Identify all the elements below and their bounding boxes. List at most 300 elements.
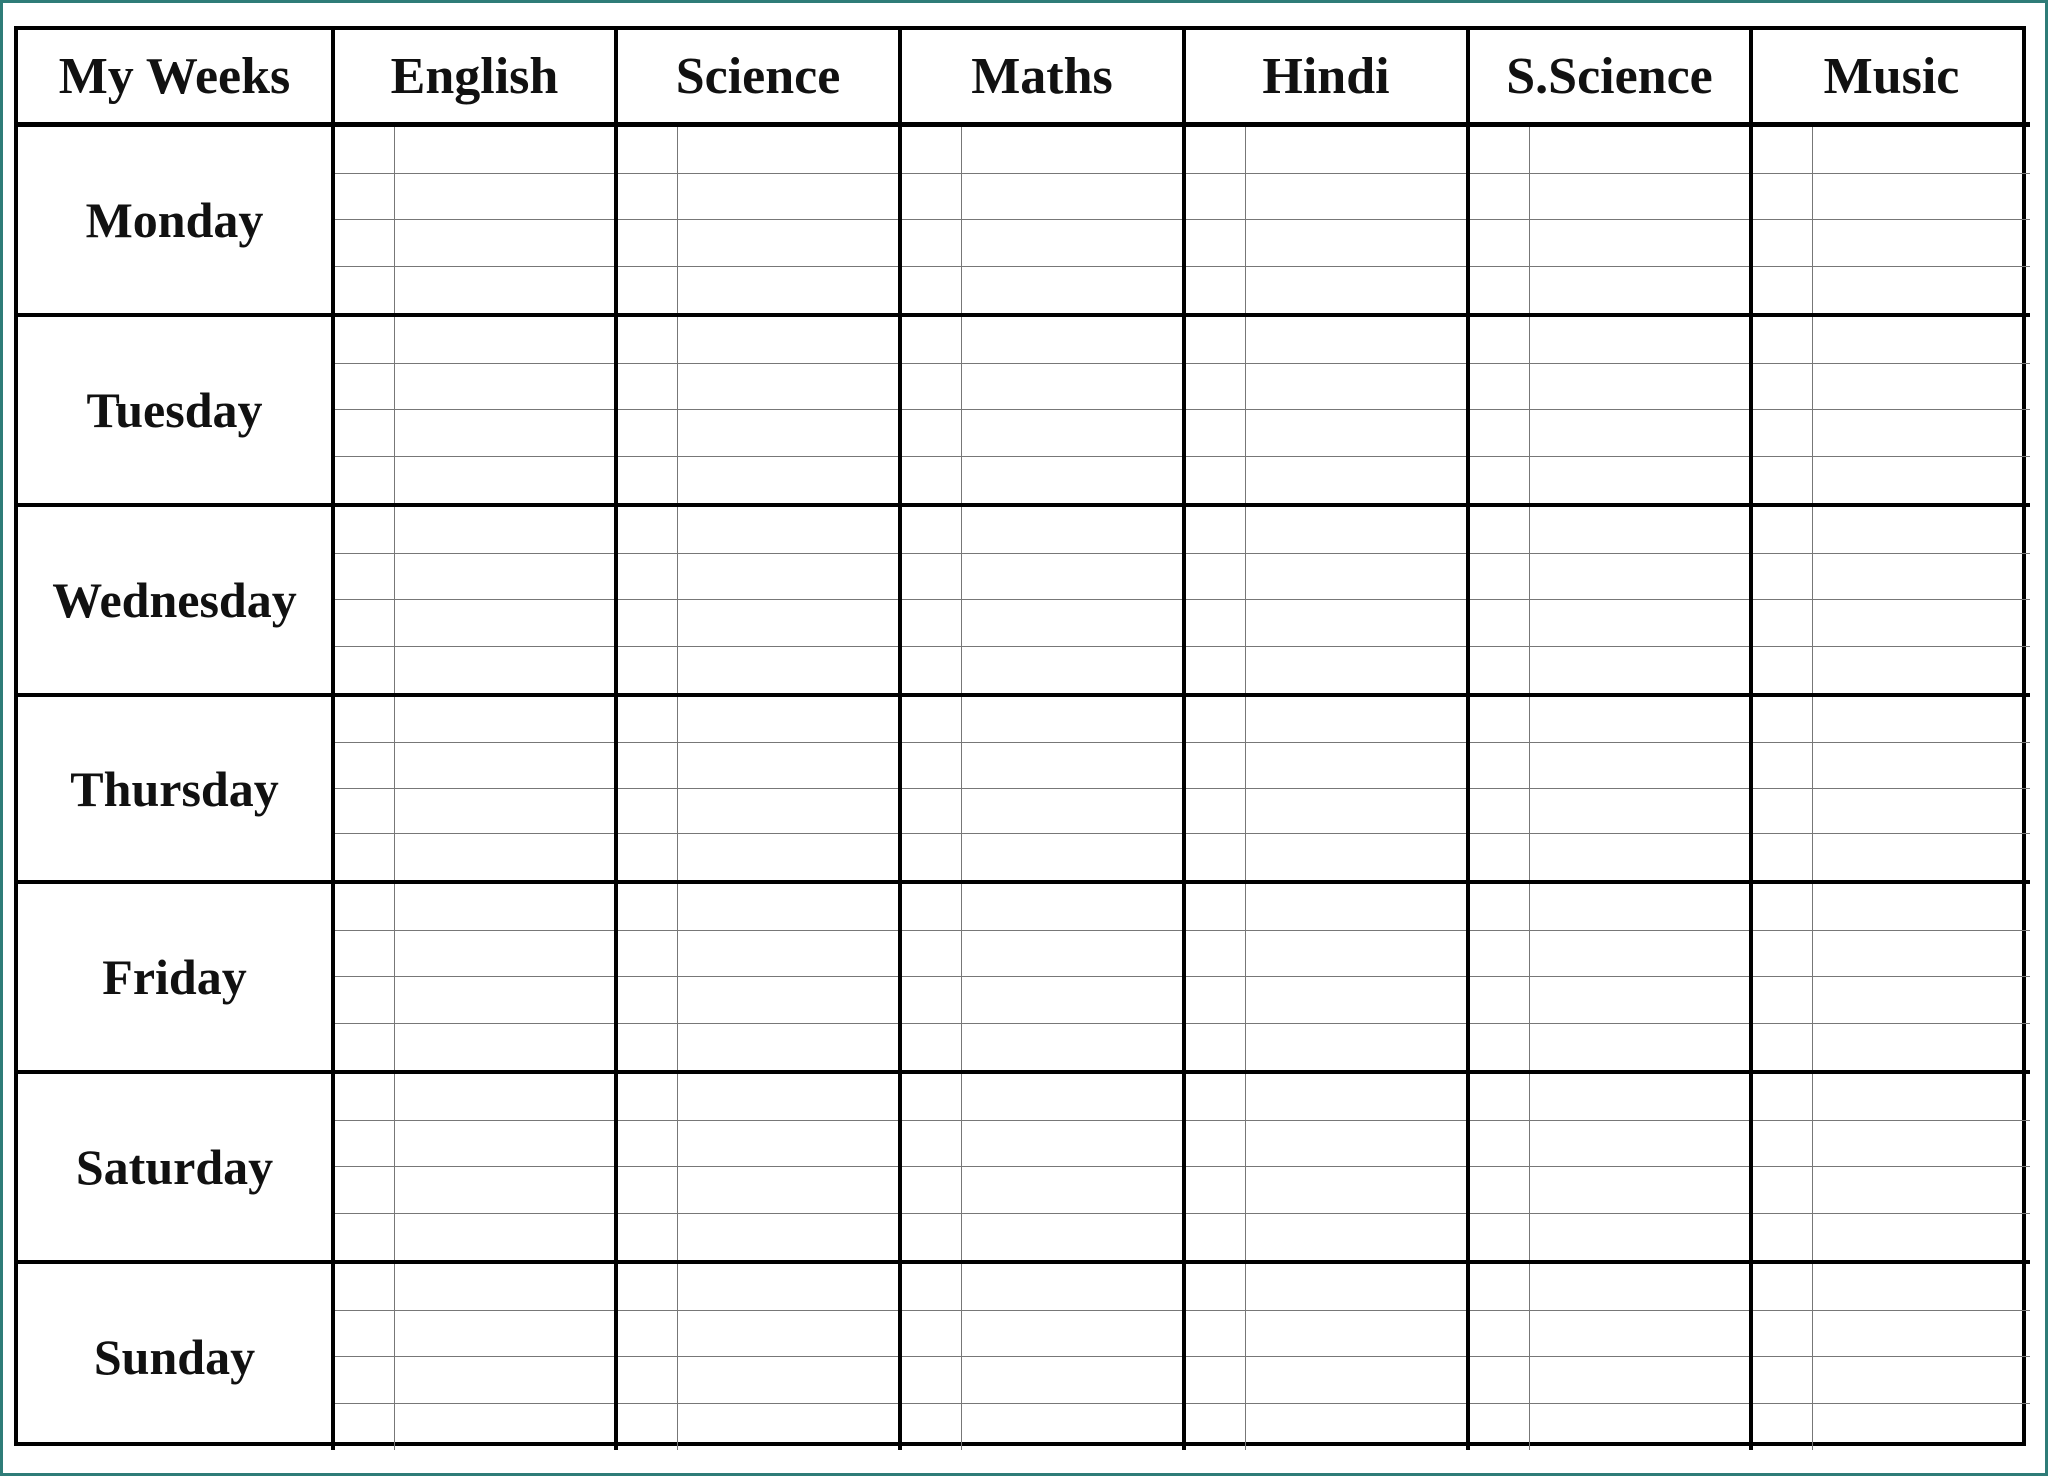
slot-mark-box[interactable] <box>618 647 678 694</box>
slot-mark-box[interactable] <box>1753 1214 1813 1261</box>
slot-cell-tuesday-hindi[interactable] <box>1186 317 1470 507</box>
slot-entry-line[interactable] <box>1813 507 2030 554</box>
slot-mark-box[interactable] <box>335 127 395 174</box>
slot-entry-line[interactable] <box>395 1311 614 1358</box>
slot-mark-box[interactable] <box>1753 1074 1813 1121</box>
slot-mark-box[interactable] <box>1470 317 1530 364</box>
slot-mark-box[interactable] <box>618 410 678 457</box>
slot-mark-box[interactable] <box>1470 364 1530 411</box>
slot-mark-box[interactable] <box>618 1264 678 1311</box>
slot-mark-box[interactable] <box>1470 1167 1530 1214</box>
slot-entry-line[interactable] <box>1246 1357 1466 1404</box>
slot-mark-box[interactable] <box>902 600 962 647</box>
slot-entry-line[interactable] <box>1530 1357 1749 1404</box>
slot-entry-line[interactable] <box>1530 931 1749 978</box>
slot-entry-line[interactable] <box>1530 267 1749 314</box>
slot-entry-line[interactable] <box>395 1404 614 1451</box>
slot-mark-box[interactable] <box>618 457 678 504</box>
slot-entry-line[interactable] <box>1813 267 2030 314</box>
slot-entry-line[interactable] <box>1813 410 2030 457</box>
slot-mark-box[interactable] <box>1753 743 1813 789</box>
slot-mark-box[interactable] <box>618 1214 678 1261</box>
slot-mark-box[interactable] <box>902 647 962 694</box>
slot-entry-line[interactable] <box>1813 1214 2030 1261</box>
slot-entry-line[interactable] <box>1530 1167 1749 1214</box>
slot-mark-box[interactable] <box>618 884 678 931</box>
slot-mark-box[interactable] <box>335 834 395 880</box>
slot-entry-line[interactable] <box>1530 1214 1749 1261</box>
slot-entry-line[interactable] <box>678 317 898 364</box>
slot-mark-box[interactable] <box>1753 697 1813 743</box>
slot-entry-line[interactable] <box>678 174 898 221</box>
slot-entry-line[interactable] <box>1246 977 1466 1024</box>
slot-entry-line[interactable] <box>1813 647 2030 694</box>
slot-entry-line[interactable] <box>1530 743 1749 789</box>
slot-mark-box[interactable] <box>335 317 395 364</box>
slot-entry-line[interactable] <box>1530 977 1749 1024</box>
slot-mark-box[interactable] <box>1186 1404 1246 1451</box>
slot-entry-line[interactable] <box>395 884 614 931</box>
slot-entry-line[interactable] <box>962 834 1182 880</box>
slot-entry-line[interactable] <box>1530 364 1749 411</box>
slot-mark-box[interactable] <box>1470 410 1530 457</box>
slot-mark-box[interactable] <box>1753 1404 1813 1451</box>
slot-mark-box[interactable] <box>335 507 395 554</box>
slot-cell-monday-science[interactable] <box>618 127 902 317</box>
slot-cell-wednesday-music[interactable] <box>1753 507 2030 697</box>
slot-mark-box[interactable] <box>1470 1214 1530 1261</box>
slot-mark-box[interactable] <box>1470 554 1530 601</box>
slot-entry-line[interactable] <box>395 507 614 554</box>
slot-mark-box[interactable] <box>1470 789 1530 835</box>
slot-mark-box[interactable] <box>902 1357 962 1404</box>
slot-entry-line[interactable] <box>678 647 898 694</box>
slot-entry-line[interactable] <box>395 267 614 314</box>
slot-entry-line[interactable] <box>1530 697 1749 743</box>
slot-cell-thursday-hindi[interactable] <box>1186 697 1470 884</box>
slot-mark-box[interactable] <box>335 1074 395 1121</box>
slot-entry-line[interactable] <box>1246 600 1466 647</box>
slot-entry-line[interactable] <box>395 457 614 504</box>
slot-entry-line[interactable] <box>1530 317 1749 364</box>
slot-mark-box[interactable] <box>618 1121 678 1168</box>
slot-entry-line[interactable] <box>962 457 1182 504</box>
slot-entry-line[interactable] <box>395 364 614 411</box>
slot-mark-box[interactable] <box>1470 743 1530 789</box>
slot-mark-box[interactable] <box>335 977 395 1024</box>
slot-entry-line[interactable] <box>395 1214 614 1261</box>
slot-mark-box[interactable] <box>902 884 962 931</box>
slot-mark-box[interactable] <box>335 1404 395 1451</box>
slot-mark-box[interactable] <box>902 697 962 743</box>
slot-entry-line[interactable] <box>1813 127 2030 174</box>
slot-entry-line[interactable] <box>395 317 614 364</box>
slot-mark-box[interactable] <box>1186 834 1246 880</box>
slot-entry-line[interactable] <box>962 1167 1182 1214</box>
slot-entry-line[interactable] <box>1813 1311 2030 1358</box>
slot-entry-line[interactable] <box>1246 789 1466 835</box>
slot-mark-box[interactable] <box>335 1214 395 1261</box>
slot-entry-line[interactable] <box>678 1404 898 1451</box>
slot-entry-line[interactable] <box>1246 1024 1466 1071</box>
slot-mark-box[interactable] <box>1753 220 1813 267</box>
slot-entry-line[interactable] <box>678 1357 898 1404</box>
slot-cell-friday-hindi[interactable] <box>1186 884 1470 1074</box>
slot-entry-line[interactable] <box>678 1311 898 1358</box>
slot-mark-box[interactable] <box>335 554 395 601</box>
slot-mark-box[interactable] <box>902 317 962 364</box>
slot-entry-line[interactable] <box>1813 174 2030 221</box>
slot-cell-saturday-english[interactable] <box>335 1074 618 1264</box>
slot-entry-line[interactable] <box>1813 1121 2030 1168</box>
slot-mark-box[interactable] <box>902 1311 962 1358</box>
slot-mark-box[interactable] <box>902 457 962 504</box>
slot-mark-box[interactable] <box>618 1024 678 1071</box>
slot-entry-line[interactable] <box>1530 457 1749 504</box>
slot-entry-line[interactable] <box>962 410 1182 457</box>
slot-mark-box[interactable] <box>618 697 678 743</box>
slot-mark-box[interactable] <box>902 1404 962 1451</box>
slot-entry-line[interactable] <box>1813 834 2030 880</box>
slot-entry-line[interactable] <box>1813 1264 2030 1311</box>
slot-entry-line[interactable] <box>962 1357 1182 1404</box>
slot-mark-box[interactable] <box>1186 600 1246 647</box>
slot-mark-box[interactable] <box>1470 1357 1530 1404</box>
slot-entry-line[interactable] <box>962 364 1182 411</box>
slot-entry-line[interactable] <box>1246 743 1466 789</box>
slot-entry-line[interactable] <box>678 697 898 743</box>
slot-mark-box[interactable] <box>618 1404 678 1451</box>
slot-entry-line[interactable] <box>395 789 614 835</box>
slot-entry-line[interactable] <box>395 174 614 221</box>
slot-mark-box[interactable] <box>902 1264 962 1311</box>
slot-mark-box[interactable] <box>1186 220 1246 267</box>
slot-entry-line[interactable] <box>1813 789 2030 835</box>
slot-mark-box[interactable] <box>1186 1357 1246 1404</box>
slot-cell-thursday-english[interactable] <box>335 697 618 884</box>
slot-entry-line[interactable] <box>1246 364 1466 411</box>
slot-mark-box[interactable] <box>335 600 395 647</box>
slot-mark-box[interactable] <box>335 931 395 978</box>
slot-mark-box[interactable] <box>1753 977 1813 1024</box>
slot-entry-line[interactable] <box>962 884 1182 931</box>
slot-entry-line[interactable] <box>1813 1404 2030 1451</box>
slot-entry-line[interactable] <box>1530 554 1749 601</box>
slot-cell-wednesday-hindi[interactable] <box>1186 507 1470 697</box>
slot-mark-box[interactable] <box>618 789 678 835</box>
slot-mark-box[interactable] <box>1753 834 1813 880</box>
slot-mark-box[interactable] <box>1186 1074 1246 1121</box>
slot-mark-box[interactable] <box>1186 647 1246 694</box>
slot-cell-wednesday-science[interactable] <box>618 507 902 697</box>
slot-entry-line[interactable] <box>962 317 1182 364</box>
slot-entry-line[interactable] <box>962 977 1182 1024</box>
slot-mark-box[interactable] <box>335 697 395 743</box>
slot-mark-box[interactable] <box>335 457 395 504</box>
slot-mark-box[interactable] <box>335 884 395 931</box>
slot-mark-box[interactable] <box>1753 174 1813 221</box>
slot-cell-sunday-s-science[interactable] <box>1470 1264 1753 1450</box>
slot-cell-saturday-science[interactable] <box>618 1074 902 1264</box>
slot-mark-box[interactable] <box>1186 743 1246 789</box>
slot-mark-box[interactable] <box>1753 1311 1813 1358</box>
slot-mark-box[interactable] <box>1186 127 1246 174</box>
slot-entry-line[interactable] <box>1246 834 1466 880</box>
slot-entry-line[interactable] <box>678 364 898 411</box>
slot-entry-line[interactable] <box>678 1167 898 1214</box>
slot-mark-box[interactable] <box>618 174 678 221</box>
slot-entry-line[interactable] <box>1530 1121 1749 1168</box>
slot-entry-line[interactable] <box>395 931 614 978</box>
slot-mark-box[interactable] <box>1753 554 1813 601</box>
slot-mark-box[interactable] <box>902 1167 962 1214</box>
slot-entry-line[interactable] <box>962 697 1182 743</box>
slot-mark-box[interactable] <box>1470 1311 1530 1358</box>
slot-entry-line[interactable] <box>1813 600 2030 647</box>
slot-entry-line[interactable] <box>678 743 898 789</box>
slot-mark-box[interactable] <box>1470 457 1530 504</box>
slot-cell-tuesday-science[interactable] <box>618 317 902 507</box>
slot-entry-line[interactable] <box>1813 554 2030 601</box>
slot-mark-box[interactable] <box>902 554 962 601</box>
slot-mark-box[interactable] <box>1753 600 1813 647</box>
slot-mark-box[interactable] <box>1186 977 1246 1024</box>
slot-mark-box[interactable] <box>1186 789 1246 835</box>
slot-entry-line[interactable] <box>1246 1121 1466 1168</box>
slot-entry-line[interactable] <box>1246 267 1466 314</box>
slot-entry-line[interactable] <box>1246 554 1466 601</box>
slot-mark-box[interactable] <box>1186 410 1246 457</box>
slot-mark-box[interactable] <box>1753 364 1813 411</box>
slot-mark-box[interactable] <box>902 1214 962 1261</box>
slot-entry-line[interactable] <box>1813 457 2030 504</box>
slot-entry-line[interactable] <box>1530 1074 1749 1121</box>
slot-mark-box[interactable] <box>618 317 678 364</box>
slot-mark-box[interactable] <box>902 977 962 1024</box>
slot-cell-sunday-science[interactable] <box>618 1264 902 1450</box>
slot-entry-line[interactable] <box>678 1024 898 1071</box>
slot-entry-line[interactable] <box>962 220 1182 267</box>
slot-mark-box[interactable] <box>618 554 678 601</box>
slot-cell-friday-music[interactable] <box>1753 884 2030 1074</box>
slot-cell-monday-s-science[interactable] <box>1470 127 1753 317</box>
slot-entry-line[interactable] <box>395 834 614 880</box>
slot-mark-box[interactable] <box>1753 410 1813 457</box>
slot-cell-tuesday-music[interactable] <box>1753 317 2030 507</box>
slot-entry-line[interactable] <box>678 457 898 504</box>
slot-entry-line[interactable] <box>395 1264 614 1311</box>
slot-mark-box[interactable] <box>902 364 962 411</box>
slot-entry-line[interactable] <box>1530 647 1749 694</box>
slot-entry-line[interactable] <box>1813 317 2030 364</box>
slot-mark-box[interactable] <box>1470 647 1530 694</box>
slot-entry-line[interactable] <box>395 1167 614 1214</box>
slot-entry-line[interactable] <box>1813 931 2030 978</box>
slot-mark-box[interactable] <box>1186 697 1246 743</box>
slot-mark-box[interactable] <box>1753 1357 1813 1404</box>
slot-mark-box[interactable] <box>335 1167 395 1214</box>
slot-entry-line[interactable] <box>678 220 898 267</box>
slot-mark-box[interactable] <box>618 743 678 789</box>
slot-mark-box[interactable] <box>335 410 395 457</box>
slot-entry-line[interactable] <box>1246 1214 1466 1261</box>
slot-mark-box[interactable] <box>1470 1074 1530 1121</box>
slot-mark-box[interactable] <box>618 977 678 1024</box>
slot-mark-box[interactable] <box>902 410 962 457</box>
slot-mark-box[interactable] <box>1470 931 1530 978</box>
slot-mark-box[interactable] <box>618 1357 678 1404</box>
slot-entry-line[interactable] <box>1530 174 1749 221</box>
slot-entry-line[interactable] <box>395 1121 614 1168</box>
slot-mark-box[interactable] <box>618 1167 678 1214</box>
slot-mark-box[interactable] <box>1470 127 1530 174</box>
slot-entry-line[interactable] <box>962 1404 1182 1451</box>
slot-mark-box[interactable] <box>618 220 678 267</box>
slot-entry-line[interactable] <box>1246 884 1466 931</box>
slot-mark-box[interactable] <box>335 743 395 789</box>
slot-mark-box[interactable] <box>618 1311 678 1358</box>
slot-entry-line[interactable] <box>395 977 614 1024</box>
slot-mark-box[interactable] <box>902 267 962 314</box>
slot-entry-line[interactable] <box>962 507 1182 554</box>
slot-cell-wednesday-maths[interactable] <box>902 507 1186 697</box>
slot-entry-line[interactable] <box>962 1311 1182 1358</box>
slot-entry-line[interactable] <box>1530 884 1749 931</box>
slot-entry-line[interactable] <box>1246 697 1466 743</box>
slot-entry-line[interactable] <box>962 931 1182 978</box>
slot-mark-box[interactable] <box>618 1074 678 1121</box>
slot-entry-line[interactable] <box>1813 1357 2030 1404</box>
slot-mark-box[interactable] <box>335 267 395 314</box>
slot-mark-box[interactable] <box>335 220 395 267</box>
slot-entry-line[interactable] <box>1530 1404 1749 1451</box>
slot-mark-box[interactable] <box>1470 834 1530 880</box>
slot-cell-saturday-maths[interactable] <box>902 1074 1186 1264</box>
slot-mark-box[interactable] <box>1753 457 1813 504</box>
slot-entry-line[interactable] <box>1813 1074 2030 1121</box>
slot-cell-saturday-hindi[interactable] <box>1186 1074 1470 1264</box>
slot-mark-box[interactable] <box>1753 884 1813 931</box>
slot-cell-sunday-hindi[interactable] <box>1186 1264 1470 1450</box>
slot-entry-line[interactable] <box>962 1214 1182 1261</box>
slot-entry-line[interactable] <box>678 834 898 880</box>
slot-mark-box[interactable] <box>1470 1404 1530 1451</box>
slot-mark-box[interactable] <box>1186 1024 1246 1071</box>
slot-entry-line[interactable] <box>962 267 1182 314</box>
slot-entry-line[interactable] <box>962 1121 1182 1168</box>
slot-mark-box[interactable] <box>335 1311 395 1358</box>
slot-mark-box[interactable] <box>335 1121 395 1168</box>
slot-mark-box[interactable] <box>902 220 962 267</box>
slot-entry-line[interactable] <box>678 977 898 1024</box>
slot-entry-line[interactable] <box>1530 789 1749 835</box>
slot-mark-box[interactable] <box>902 834 962 880</box>
slot-mark-box[interactable] <box>618 931 678 978</box>
slot-mark-box[interactable] <box>1753 789 1813 835</box>
slot-cell-saturday-music[interactable] <box>1753 1074 2030 1264</box>
slot-entry-line[interactable] <box>1530 834 1749 880</box>
slot-entry-line[interactable] <box>678 554 898 601</box>
slot-mark-box[interactable] <box>1470 977 1530 1024</box>
slot-mark-box[interactable] <box>618 127 678 174</box>
slot-entry-line[interactable] <box>678 507 898 554</box>
slot-mark-box[interactable] <box>902 174 962 221</box>
slot-cell-wednesday-s-science[interactable] <box>1470 507 1753 697</box>
slot-entry-line[interactable] <box>1530 127 1749 174</box>
slot-entry-line[interactable] <box>678 931 898 978</box>
slot-entry-line[interactable] <box>1246 1167 1466 1214</box>
slot-mark-box[interactable] <box>1470 697 1530 743</box>
slot-mark-box[interactable] <box>1186 1167 1246 1214</box>
slot-mark-box[interactable] <box>1186 931 1246 978</box>
slot-mark-box[interactable] <box>1186 317 1246 364</box>
slot-cell-friday-maths[interactable] <box>902 884 1186 1074</box>
slot-entry-line[interactable] <box>395 743 614 789</box>
slot-cell-thursday-maths[interactable] <box>902 697 1186 884</box>
slot-entry-line[interactable] <box>1246 410 1466 457</box>
slot-mark-box[interactable] <box>1470 220 1530 267</box>
slot-entry-line[interactable] <box>395 600 614 647</box>
slot-mark-box[interactable] <box>1186 364 1246 411</box>
slot-mark-box[interactable] <box>618 507 678 554</box>
slot-entry-line[interactable] <box>395 1074 614 1121</box>
slot-entry-line[interactable] <box>395 127 614 174</box>
slot-entry-line[interactable] <box>678 600 898 647</box>
slot-entry-line[interactable] <box>678 1121 898 1168</box>
slot-mark-box[interactable] <box>1753 317 1813 364</box>
slot-mark-box[interactable] <box>1470 1024 1530 1071</box>
slot-entry-line[interactable] <box>678 1214 898 1261</box>
slot-entry-line[interactable] <box>1246 174 1466 221</box>
slot-entry-line[interactable] <box>962 127 1182 174</box>
slot-cell-tuesday-english[interactable] <box>335 317 618 507</box>
slot-mark-box[interactable] <box>902 931 962 978</box>
slot-entry-line[interactable] <box>1246 1404 1466 1451</box>
slot-entry-line[interactable] <box>395 1024 614 1071</box>
slot-mark-box[interactable] <box>1470 600 1530 647</box>
slot-entry-line[interactable] <box>1246 1264 1466 1311</box>
slot-mark-box[interactable] <box>1753 931 1813 978</box>
slot-mark-box[interactable] <box>902 507 962 554</box>
slot-entry-line[interactable] <box>962 554 1182 601</box>
slot-entry-line[interactable] <box>962 647 1182 694</box>
slot-entry-line[interactable] <box>1530 410 1749 457</box>
slot-mark-box[interactable] <box>618 600 678 647</box>
slot-mark-box[interactable] <box>1753 1121 1813 1168</box>
slot-entry-line[interactable] <box>395 1357 614 1404</box>
slot-mark-box[interactable] <box>1186 1214 1246 1261</box>
slot-cell-monday-hindi[interactable] <box>1186 127 1470 317</box>
slot-entry-line[interactable] <box>1246 931 1466 978</box>
slot-mark-box[interactable] <box>1470 267 1530 314</box>
slot-entry-line[interactable] <box>1813 697 2030 743</box>
slot-entry-line[interactable] <box>395 647 614 694</box>
slot-entry-line[interactable] <box>1813 884 2030 931</box>
slot-mark-box[interactable] <box>335 1357 395 1404</box>
slot-mark-box[interactable] <box>902 789 962 835</box>
slot-cell-saturday-s-science[interactable] <box>1470 1074 1753 1264</box>
slot-cell-sunday-maths[interactable] <box>902 1264 1186 1450</box>
slot-entry-line[interactable] <box>395 554 614 601</box>
slot-entry-line[interactable] <box>1813 977 2030 1024</box>
slot-mark-box[interactable] <box>335 789 395 835</box>
slot-entry-line[interactable] <box>1530 507 1749 554</box>
slot-entry-line[interactable] <box>962 743 1182 789</box>
slot-entry-line[interactable] <box>962 1074 1182 1121</box>
slot-entry-line[interactable] <box>678 1074 898 1121</box>
slot-entry-line[interactable] <box>1246 457 1466 504</box>
slot-mark-box[interactable] <box>618 364 678 411</box>
